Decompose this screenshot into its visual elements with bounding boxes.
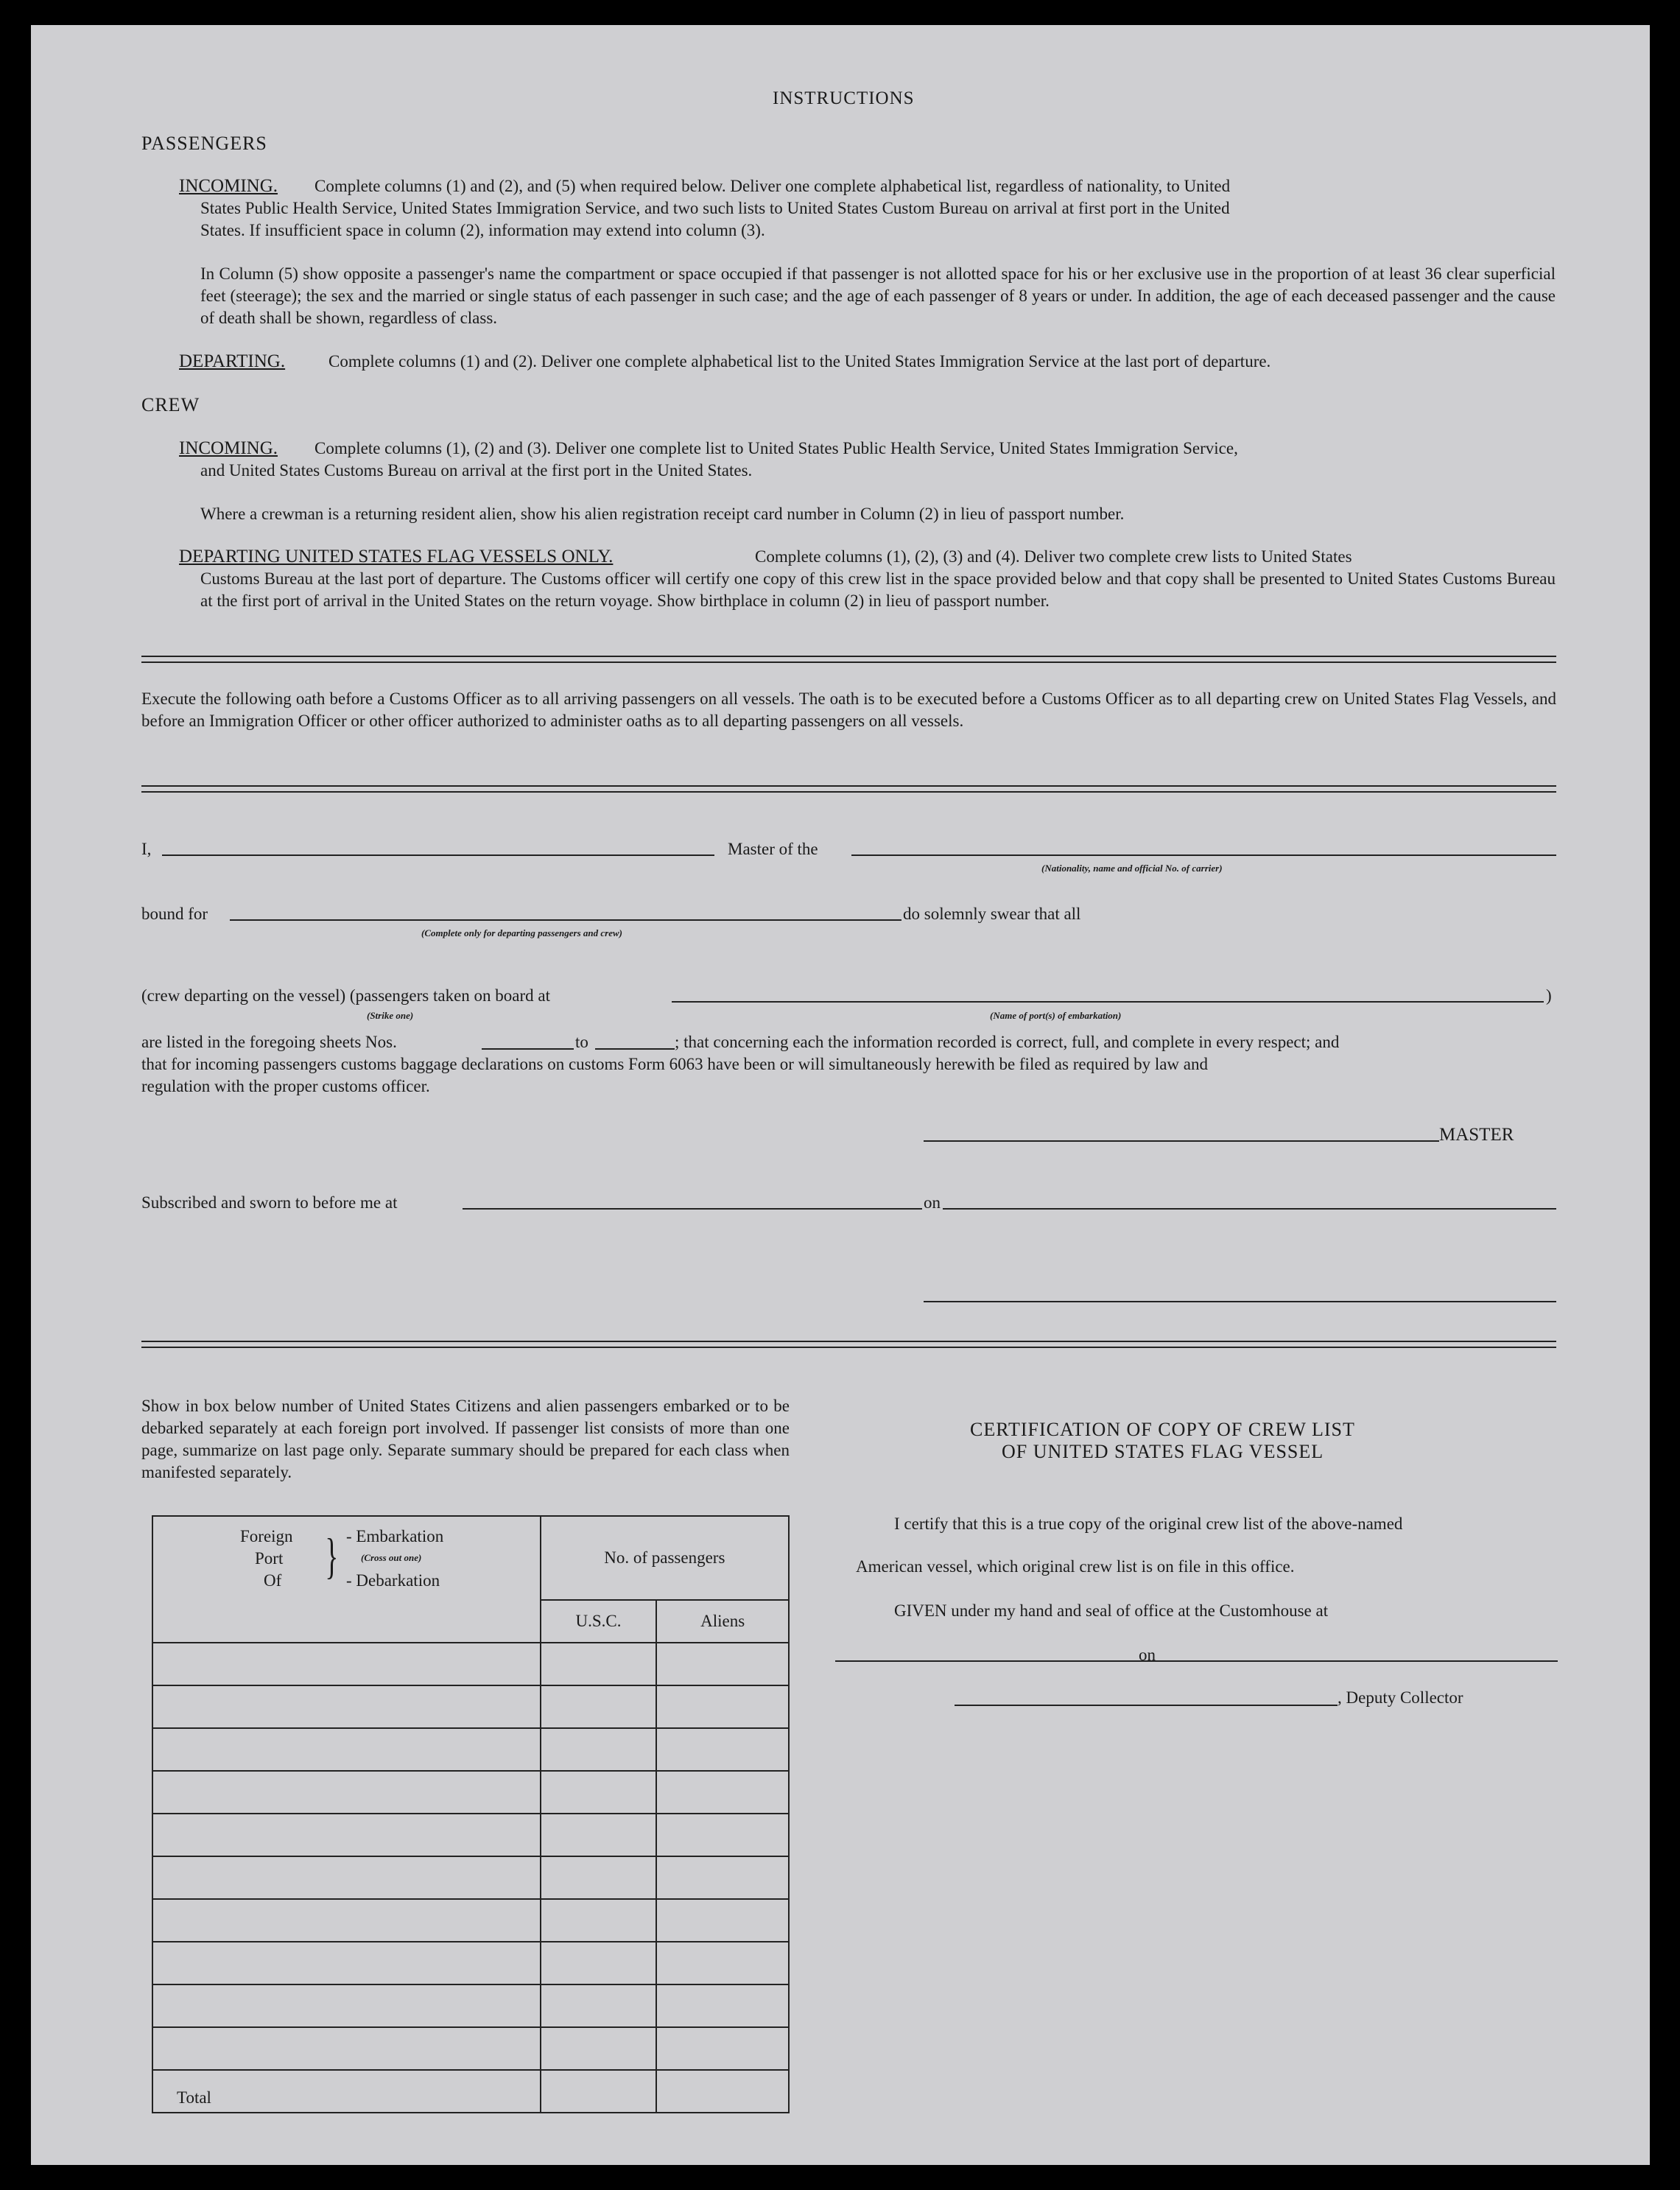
aliens-header: Aliens xyxy=(656,1600,789,1643)
listed-suffix: ; that concerning each the information recorded is correct, full, and complete in every respect; and xyxy=(675,1033,1340,1051)
crew-departing-label: DEPARTING UNITED STATES FLAG VESSELS ONLY. xyxy=(179,547,614,566)
listed-line-3: regulation with the proper customs officer. xyxy=(141,1077,430,1095)
master-signature-line[interactable] xyxy=(924,1140,1439,1142)
foreign-port-header xyxy=(152,1516,541,1643)
port-cell[interactable] xyxy=(152,1899,541,1942)
solemnly-swear-text: do solemnly swear that all xyxy=(903,905,1081,923)
given-text: GIVEN under my hand and seal of office at the Customhouse at xyxy=(894,1601,1329,1620)
aliens-cell[interactable] xyxy=(656,2027,789,2070)
port-cell[interactable] xyxy=(152,1856,541,1899)
usc-cell[interactable] xyxy=(541,1984,657,2027)
certify-line-1: I certify that this is a true copy of the original crew list of the above-named xyxy=(894,1515,1403,1533)
summary-instructions: Show in box below number of United States Citizens and alien passengers embarked or to be debarked separately at each foreign port involved. If passenger list consists of more than one page, summarize on last page only. Separate summary should be prepared for each class when manifested separately. xyxy=(141,1397,790,1481)
port-cell[interactable] xyxy=(152,1728,541,1771)
cert-on-label: on xyxy=(1139,1646,1156,1664)
usc-cell[interactable] xyxy=(541,1814,657,1856)
nationality-caption: (Nationality, name and official No. of carrier) xyxy=(1041,863,1223,874)
usc-cell[interactable] xyxy=(541,1942,657,1984)
port-label: Port xyxy=(255,1549,284,1568)
passengers-departing-label: DEPARTING. xyxy=(179,351,286,371)
cross-out-caption: (Cross out one) xyxy=(361,1552,422,1563)
brace: } xyxy=(325,1528,339,1584)
passengers-departing-text: Complete columns (1) and (2). Deliver one complete alphabetical list to the United States Immigration Service at the last port of departure. xyxy=(328,352,1271,371)
usc-cell[interactable] xyxy=(541,2027,657,2070)
aliens-total-cell[interactable] xyxy=(656,2070,789,2113)
port-cell[interactable] xyxy=(152,1643,541,1685)
aliens-cell[interactable] xyxy=(656,1984,789,2027)
certification-title-2: OF UNITED STATES FLAG VESSEL xyxy=(1002,1441,1324,1462)
deputy-collector-label: , Deputy Collector xyxy=(1338,1688,1463,1707)
crew-departing-label: (crew departing on the vessel) (passengers taken on board at xyxy=(141,986,550,1005)
aliens-cell[interactable] xyxy=(656,1728,789,1771)
column5-instructions: In Column (5) show opposite a passenger's name the compartment or space occupied if that passenger is not allotted space for his or her exclusive use in the proportion of at least 36 clear superficial feet (steerage); the sex and the married or single status of each passenger in such case; and the age of each passenger of 8 years or under. In addition, the age of each deceased passenger and the cause of death shall be shown, regardless of class. xyxy=(200,264,1556,327)
aliens-cell[interactable] xyxy=(656,1685,789,1728)
section-divider xyxy=(141,1341,1556,1348)
aliens-cell[interactable] xyxy=(656,1771,789,1814)
usc-cell[interactable] xyxy=(541,1771,657,1814)
certify-line-2: American vessel, which original crew list is on file in this office. xyxy=(856,1557,1295,1576)
close-paren: ) xyxy=(1546,986,1552,1005)
port-cell[interactable] xyxy=(152,1942,541,1984)
usc-cell[interactable] xyxy=(541,1643,657,1685)
port-cell[interactable] xyxy=(152,1771,541,1814)
crew-heading: CREW xyxy=(141,394,200,415)
crew-incoming-text-2: and United States Customs Bureau on arrival at the first port in the United States. xyxy=(200,461,753,480)
i-label: I, xyxy=(141,840,152,858)
total-label: Total xyxy=(152,2070,541,2113)
usc-cell[interactable] xyxy=(541,1728,657,1771)
crew-departing-text-1: Complete columns (1), (2), (3) and (4). Deliver two complete crew lists to United States xyxy=(755,547,1352,566)
section-divider xyxy=(141,785,1556,793)
listed-line-2: that for incoming passengers customs baggage declarations on customs Form 6063 have been or will simultaneously herewith be filed as required by law and xyxy=(141,1055,1209,1073)
section-divider xyxy=(141,656,1556,663)
port-cell[interactable] xyxy=(152,1685,541,1728)
to-label: to xyxy=(575,1033,588,1051)
sworn-date-line[interactable] xyxy=(943,1208,1556,1210)
port-cell[interactable] xyxy=(152,2027,541,2070)
on-label: on xyxy=(924,1193,941,1212)
passengers-incoming-label: INCOMING. xyxy=(179,176,278,196)
aliens-cell[interactable] xyxy=(656,1899,789,1942)
oath-intro: Execute the following oath before a Customs Officer as to all arriving passengers on all vessels. The oath is to be executed before a Customs Officer as to all departing crew on United States Flag Vessels, and before an Immigration Officer or other officer authorized to administer oaths as to all departing passengers on all vessels. xyxy=(141,689,1556,730)
ports-caption: (Name of port(s) of embarkation) xyxy=(990,1010,1122,1021)
deputy-signature-line[interactable] xyxy=(955,1705,1338,1706)
usc-cell[interactable] xyxy=(541,1856,657,1899)
usc-total-cell[interactable] xyxy=(541,2070,657,2113)
sworn-place-line[interactable] xyxy=(463,1208,922,1210)
usc-cell[interactable] xyxy=(541,1899,657,1942)
instructions-title: INSTRUCTIONS xyxy=(773,88,915,108)
passengers-incoming-text-2: States Public Health Service, United States Immigration Service, and two such lists to United States Custom Bureau on arrival at first port in the United xyxy=(200,199,1230,217)
master-label: MASTER xyxy=(1439,1125,1514,1145)
bound-for-label: bound for xyxy=(141,905,208,923)
aliens-cell[interactable] xyxy=(656,1814,789,1856)
passenger-summary-table xyxy=(152,1515,790,2113)
no-of-passengers-header: No. of passengers xyxy=(541,1516,789,1600)
crew-incoming-label: INCOMING. xyxy=(179,438,278,458)
usc-cell[interactable] xyxy=(541,1685,657,1728)
aliens-cell[interactable] xyxy=(656,1856,789,1899)
usc-header: U.S.C. xyxy=(541,1600,657,1643)
subscribed-label: Subscribed and sworn to before me at xyxy=(141,1193,398,1212)
sheet-to-line[interactable] xyxy=(595,1048,675,1050)
port-cell[interactable] xyxy=(152,1814,541,1856)
aliens-cell[interactable] xyxy=(656,1643,789,1685)
embarkation-port-line[interactable] xyxy=(672,1001,1544,1003)
bound-for-line[interactable] xyxy=(230,919,901,921)
strike-one-caption: (Strike one) xyxy=(367,1010,414,1021)
debarkation-label: - Debarkation xyxy=(346,1571,440,1590)
cert-date-line[interactable] xyxy=(1162,1660,1558,1662)
master-of-the-label: Master of the xyxy=(728,840,818,858)
passengers-heading: PASSENGERS xyxy=(141,133,267,154)
passengers-incoming-text-3: States. If insufficient space in column (2), information may extend into column (3). xyxy=(200,221,765,239)
foreign-label: Foreign xyxy=(240,1527,293,1545)
complete-only-caption: (Complete only for departing passengers and crew) xyxy=(421,927,622,938)
passengers-incoming-text-1: Complete columns (1) and (2), and (5) when required below. Deliver one complete alphabetical list, regardless of nationality, to United xyxy=(314,177,1231,195)
port-cell[interactable] xyxy=(152,1984,541,2027)
aliens-cell[interactable] xyxy=(656,1942,789,1984)
carrier-line[interactable] xyxy=(851,854,1556,856)
listed-prefix: are listed in the foregoing sheets Nos. xyxy=(141,1033,397,1051)
of-label: Of xyxy=(264,1571,282,1590)
embarkation-label: - Embarkation xyxy=(346,1527,444,1545)
officer-signature-line[interactable] xyxy=(924,1301,1556,1302)
customhouse-line[interactable] xyxy=(835,1660,1170,1662)
certification-title-1: CERTIFICATION OF COPY OF CREW LIST xyxy=(970,1419,1355,1440)
crew-incoming-text-1: Complete columns (1), (2) and (3). Deliver one complete list to United States Public Health Service, United States Immigration Service, xyxy=(314,439,1238,457)
sheet-from-line[interactable] xyxy=(482,1048,574,1050)
form-page xyxy=(31,25,1650,2165)
master-name-line[interactable] xyxy=(162,854,714,856)
crew-departing-text-2: Customs Bureau at the last port of departure. The Customs officer will certify one copy of this crew list in the space provided below and that copy shall be presented to United States Customs Bureau at the first port of arrival in the United States on the return voyage. Show birthplace in column (2) in lieu of passport number. xyxy=(200,569,1556,610)
crew-returning-text: Where a crewman is a returning resident alien, show his alien registration receipt card number in Column (2) in lieu of passport number. xyxy=(200,505,1125,523)
